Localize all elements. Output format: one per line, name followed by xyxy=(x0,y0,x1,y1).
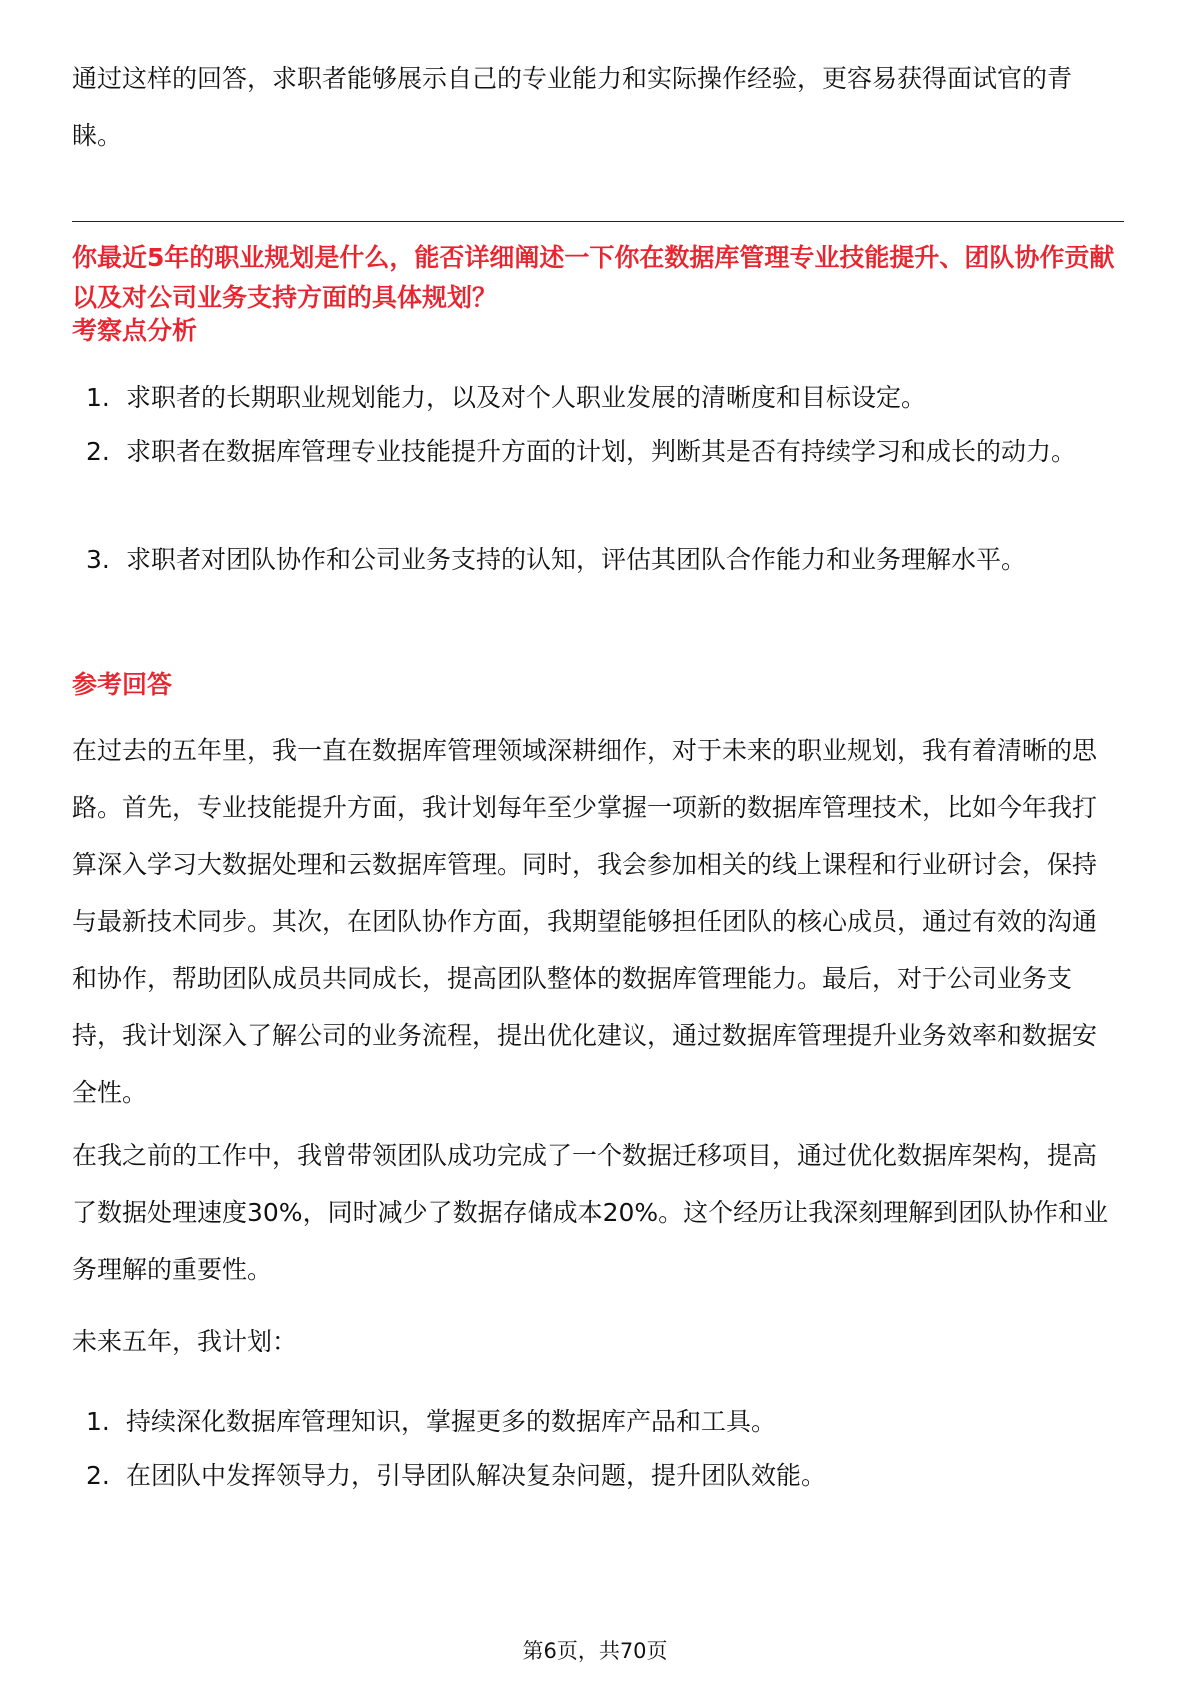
list-number: 1. xyxy=(86,383,110,412)
analysis-heading: 考察点分析 xyxy=(72,316,198,345)
list-text: 持续深化数据库管理知识，掌握更多的数据库产品和工具。 xyxy=(126,1407,777,1436)
list-text: 求职者的长期职业规划能力，以及对个人职业发展的清晰度和目标设定。 xyxy=(126,383,927,412)
list-number: 2. xyxy=(86,1461,110,1490)
list-number: 2. xyxy=(86,437,110,466)
answer-paragraph: 在过去的五年里，我一直在数据库管理领域深耕细作，对于未来的职业规划，我有着清晰的思路。首先，专业技能提升方面，我计划每年至少掌握一项新的数据库管理技术，比如今年我打算深入学习大数据处理和云数据库管理。同时，我会参加相关的线上课程和行业研讨会，保持与最新技术同步。其次，在团队协作方面，我期望能够担任团队的核心成员，通过有效的沟通和协作，帮助团队成员共同成长，提高团队整体的数据库管理能力。最后，对于公司业务支持，我计划深入了解公司的业务流程，提出优化建议，通过数据库管理提升业务效率和数据安全性。 xyxy=(72,736,1098,1107)
list-number: 1. xyxy=(86,1407,110,1436)
list-text: 在团队中发挥领导力，引导团队解决复杂问题，提升团队效能。 xyxy=(126,1461,827,1490)
section-divider xyxy=(72,221,1124,222)
intro-paragraph: 通过这样的回答，求职者能够展示自己的专业能力和实际操作经验，更容易获得面试官的青睐。 xyxy=(72,64,1073,150)
answer-paragraph: 在我之前的工作中，我曾带领团队成功完成了一个数据迁移项目，通过优化数据库架构，提高了数据处理速度30%，同时减少了数据存储成本20%。这个经历让我深刻理解到团队协作和业务理解的重要性。 xyxy=(72,1141,1109,1284)
list-number: 3. xyxy=(86,545,110,574)
answer-paragraph: 未来五年，我计划： xyxy=(72,1327,298,1356)
list-text: 求职者在数据库管理专业技能提升方面的计划，判断其是否有持续学习和成长的动力。 xyxy=(126,437,1077,466)
list-text: 求职者对团队协作和公司业务支持的认知，评估其团队合作能力和业务理解水平。 xyxy=(126,545,1027,574)
question-title: 你最近5年的职业规划是什么，能否详细阐述一下你在数据库管理专业技能提升、团队协作贡献以及对公司业务支持方面的具体规划？ xyxy=(72,243,1115,312)
answer-heading: 参考回答 xyxy=(72,670,173,699)
page-footer: 第6页，共70页 xyxy=(522,1639,668,1663)
